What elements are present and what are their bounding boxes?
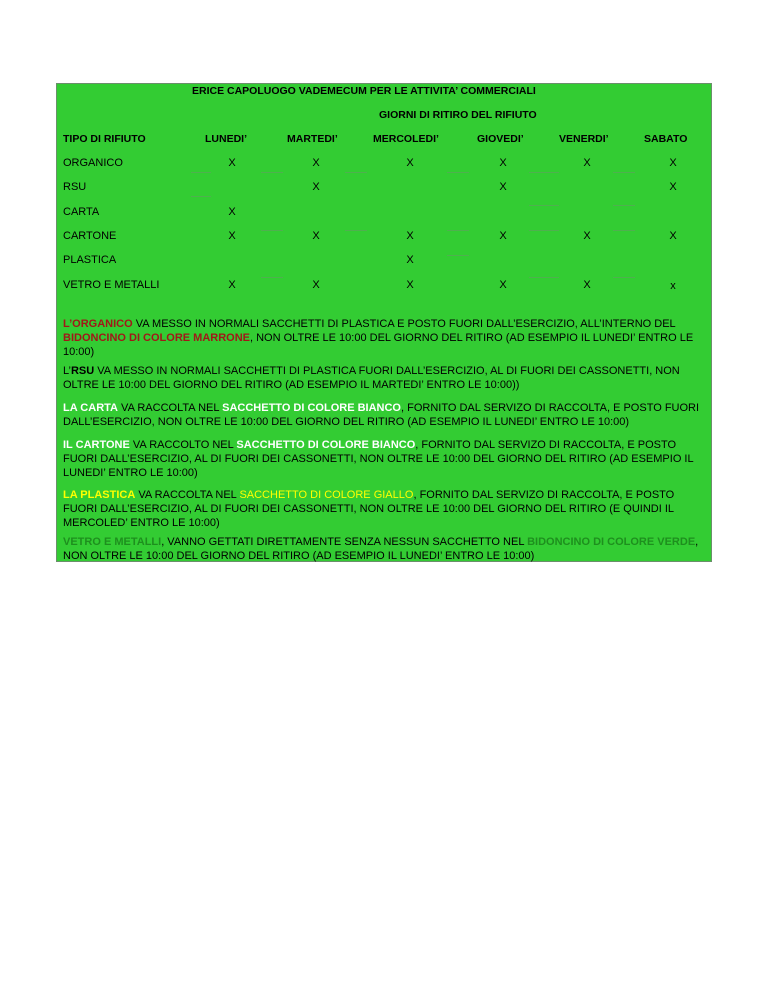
note-organico-highlight: BIDONCINO DI COLORE MARRONE [63,332,250,344]
row-label-organico: ORGANICO [63,157,123,169]
note-organico-text-1: VA MESSO IN NORMALI SACCHETTI DI PLASTICA E POSTO FUORI DALL’ESERCIZIO, ALL’INTERNO DEL [132,318,676,330]
schedule-sheet [56,83,712,562]
mark-cartone-mon: X [228,230,236,242]
note-organico-text-2: , NON OLTRE LE 10:00 DEL GIORNO DEL RITIRO (AD ESEMPIO IL LUNEDI’ ENTRO LE 10:00) [63,332,694,358]
note-carta-text-1: VA RACCOLTA NEL [118,402,223,414]
note-cartone [63,438,709,480]
note-vetro-text-2: , NON OLTRE LE 10:00 DEL GIORNO DEL RITIRO (AD ESEMPIO IL LUNEDI’ ENTRO LE 10:00) [63,536,699,562]
mark-vetro-fri: X [583,279,591,291]
note-plastica-lead: LA PLASTICA [63,489,136,501]
note-rsu [63,364,709,392]
note-vetro-text-1: , VANNO GETTATI DIRETTAMENTE SENZA NESSUN SACCHETTO NEL [161,536,528,548]
day-header-saturday: SABATO [644,133,688,145]
mark-rsu-tue: X [312,181,320,193]
day-header-monday: LUNEDI’ [205,133,247,145]
page-subtitle: GIORNI DI RITIRO DEL RIFIUTO [379,109,537,121]
mark-organico-mon: X [228,157,236,169]
mark-cartone-tue: X [312,230,320,242]
note-vetro-highlight: BIDONCINO DI COLORE VERDE [527,536,696,548]
note-organico [63,317,709,359]
note-plastica-text-1: VA RACCOLTA NEL [135,489,240,501]
note-carta-highlight: SACCHETTO DI COLORE BIANCO [222,402,401,414]
mark-plastica-wed: X [406,254,414,266]
row-label-vetro-metalli: VETRO E METALLI [63,279,160,291]
mark-vetro-mon: X [228,279,236,291]
mark-cartone-fri: X [583,230,591,242]
note-plastica-highlight: SACCHETTO DI COLORE GIALLO [239,489,414,501]
note-vetro-lead: VETRO E METALLI [63,536,162,548]
note-cartone-text-2: , FORNITO DAL SERVIZO DI RACCOLTA, E POSTO FUORI DALL’ESERCIZIO, AL DI FUORI DEI CASSONETTI, NON OLTRE LE 10:00 DEL GIORNO DEL RITIRO (AD ESEMPIO IL LUNEDI’ ENTRO LE 10:00) [63,439,694,479]
note-carta-text-2: , FORNITO DAL SERVIZO DI RACCOLTA, E POSTO FUORI DALL’ESERCIZIO, NON OLTRE LE 10:00 DEL GIORNO DEL RITIRO (AD ESEMPIO IL LUNEDI’ ENTRO LE 10:00) [63,402,700,428]
day-header-wednesday: MERCOLEDI’ [373,133,439,145]
note-plastica-text-2: , FORNITO DAL SERVIZO DI RACCOLTA, E POSTO FUORI DALL’ESERCIZIO, AL DI FUORI DEI CASSONETTI, NON OLTRE LE 10:00 DEL GIORNO DEL RITIRO (E QUINDI IL MERCOLED’ ENTRO LE 10:00) [63,489,675,529]
note-rsu-text: VA MESSO IN NORMALI SACCHETTI DI PLASTICA FUORI DALL’ESERCIZIO, AL DI FUORI DEI CASSONETTI, NON OLTRE LE 10:00 DEL GIORNO DEL RITIRO (AD ESEMPIO IL MARTEDI’ ENTRO LE 10:00)) [63,365,680,391]
type-column-header: TIPO DI RIFIUTO [63,133,146,145]
mark-rsu-thu: X [499,181,507,193]
note-rsu-prefix: L’ [63,365,71,377]
mark-organico-fri: X [583,157,591,169]
mark-cartone-sat: X [669,230,677,242]
note-cartone-highlight: SACCHETTO DI COLORE BIANCO [236,439,416,451]
mark-cartone-thu: X [499,230,507,242]
day-header-tuesday: MARTEDI’ [287,133,338,145]
note-cartone-text-1: VA RACCOLTO NEL [129,439,237,451]
mark-carta-mon: X [228,206,236,218]
note-rsu-lead: RSU [70,365,95,377]
row-label-carta: CARTA [63,206,100,218]
day-header-friday: VENERDI’ [559,133,609,145]
row-label-rsu: RSU [63,181,87,193]
mark-organico-thu: X [499,157,507,169]
mark-vetro-thu: X [499,279,507,291]
row-label-plastica: PLASTICA [63,254,117,266]
day-header-thursday: GIOVEDI’ [477,133,524,145]
mark-rsu-sat: X [669,181,677,193]
mark-vetro-sat: x [670,280,676,292]
row-label-cartone: CARTONE [63,230,117,242]
mark-organico-sat: X [669,157,677,169]
note-carta-lead: LA CARTA [63,402,118,414]
mark-vetro-wed: X [406,279,414,291]
mark-cartone-wed: X [406,230,414,242]
mark-vetro-tue: X [312,279,320,291]
note-vetro [63,535,709,563]
page-title: ERICE CAPOLUOGO VADEMECUM PER LE ATTIVITA’ COMMERCIALI [192,85,536,97]
note-cartone-lead: IL CARTONE [63,439,130,451]
note-organico-lead: L’ORGANICO [63,318,133,330]
note-carta [63,401,709,429]
note-plastica [63,488,709,530]
mark-organico-wed: X [406,157,414,169]
mark-organico-tue: X [312,157,320,169]
